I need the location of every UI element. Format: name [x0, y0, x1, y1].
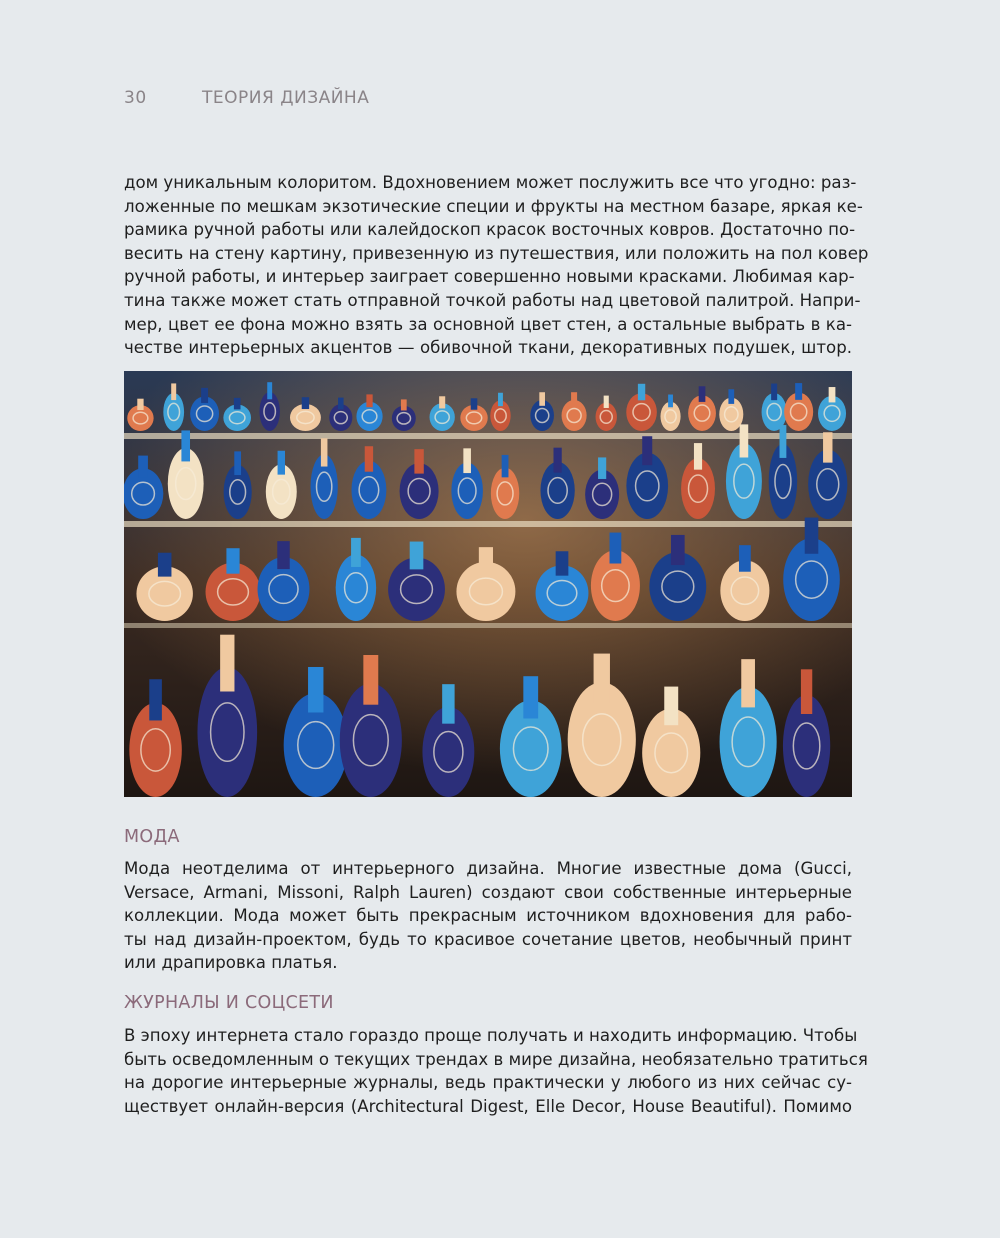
- text-line: рамика ручной работы или калейдоскоп красок восточных ковров. Достаточно по-: [124, 220, 856, 240]
- text-line: ручной работы, и интерьер заиграет совершенно новыми красками. Любимая кар-: [124, 267, 855, 287]
- text-line: весить на стену картину, привезенную из путешествия, или положить на пол ковер: [124, 243, 869, 263]
- ceramic-vase-neck: [137, 399, 143, 410]
- text-line: на дорогие интерьерные журналы, ведь практически у любого из них сейчас су-: [124, 1073, 852, 1093]
- ceramic-vase-neck: [642, 436, 652, 465]
- ceramic-vase-neck: [638, 384, 645, 401]
- text-line: честве интерьерных акцентов — обивочной ткани, декоративных подушек, штор.: [124, 338, 852, 358]
- ceramic-vase-neck: [741, 659, 755, 707]
- fashion-paragraph: [124, 857, 852, 975]
- ceramic-vase-neck: [598, 457, 606, 479]
- text-line: тина также может стать отправной точкой работы над цветовой палитрой. Напри-: [124, 290, 861, 310]
- text-line: мер, цвет ее фона можно взять за основной цвет стен, а остальные выбрать в ка-: [124, 314, 852, 334]
- ceramic-vase-neck: [604, 396, 609, 408]
- ceramic-vase-neck: [138, 456, 148, 478]
- ceramics-market-photo: [124, 371, 852, 797]
- ceramic-vase-neck: [181, 430, 190, 461]
- ceramic-vase-neck: [523, 676, 538, 718]
- ceramic-vase-neck: [234, 398, 241, 410]
- ceramic-vase-neck: [498, 393, 503, 406]
- text-line: В эпоху интернета стало гораздо проще получать и находить информацию. Чтобы: [124, 1026, 858, 1045]
- text-line: или драпировка платья.: [124, 953, 338, 973]
- ceramic-vase-neck: [158, 553, 172, 577]
- running-head: [124, 88, 369, 108]
- ceramic-vase-neck: [442, 684, 454, 723]
- ceramic-vase-neck: [308, 667, 323, 713]
- ceramic-vase-neck: [539, 392, 545, 406]
- ceramic-vase-neck: [699, 386, 706, 402]
- ceramic-vase-neck: [694, 443, 702, 470]
- ceramic-vase-neck: [410, 542, 424, 570]
- ceramic-vase-neck: [439, 396, 445, 408]
- ceramic-vase-neck: [728, 389, 734, 404]
- ceramic-vase-neck: [401, 399, 407, 410]
- text-line: ществует онлайн-версия (Architectural Digest, Elle Decor, House Beautiful). Помимо: [124, 1096, 852, 1116]
- ceramic-vase-neck: [739, 545, 751, 572]
- ceramic-vase-neck: [201, 388, 208, 403]
- ceramic-vase-neck: [671, 535, 685, 565]
- ceramic-vase-neck: [823, 432, 832, 462]
- ceramic-vase-neck: [278, 451, 285, 475]
- ceramic-vase-neck: [771, 384, 777, 401]
- text-line: быть осведомленным о текущих трендах в мире дизайна, необязательно тратиться: [124, 1049, 868, 1069]
- ceramic-vase-neck: [502, 455, 509, 477]
- text-line: коллекции. Мода может быть прекрасным источником вдохновения для рабо-: [124, 906, 852, 926]
- ceramic-vase-neck: [366, 394, 372, 407]
- ceramic-vase-neck: [479, 547, 493, 573]
- text-line: ты над дизайн-проектом, будь то красивое сочетание цветов, необычный принт: [124, 929, 852, 949]
- text-line: Мода неотделима от интерьерного дизайна. Многие известные дома (Gucci,: [124, 859, 852, 878]
- ceramic-vase-neck: [220, 635, 234, 692]
- ceramic-vase-neck: [234, 451, 241, 475]
- chapter-title: ТЕОРИЯ ДИЗАЙНА: [202, 88, 370, 108]
- ceramic-vase-neck: [664, 687, 678, 726]
- ceramic-vase-neck: [463, 448, 471, 473]
- magazines-paragraph: [124, 1024, 868, 1118]
- ceramic-vase-neck: [556, 551, 569, 575]
- ceramics-photo-illustration: [124, 371, 852, 797]
- ceramic-vase-neck: [363, 655, 378, 705]
- ceramic-vase-neck: [302, 397, 309, 409]
- ceramic-vase-neck: [226, 548, 239, 573]
- ceramic-vase-neck: [414, 449, 423, 473]
- ceramic-vase-neck: [351, 538, 361, 567]
- ceramic-vase-neck: [801, 669, 812, 714]
- ceramic-vase-neck: [610, 533, 622, 564]
- ceramic-vase-neck: [338, 398, 344, 410]
- ceramic-vase-neck: [267, 382, 272, 399]
- ceramic-vase-neck: [829, 387, 836, 402]
- text-line: Versace, Armani, Missoni, Ralph Lauren) создают свои собственные интерьерные: [124, 882, 852, 902]
- text-line: дом уникальным колоритом. Вдохновением может послужить все что угодно: раз-: [124, 173, 857, 192]
- ceramic-vase-neck: [805, 518, 819, 554]
- text-line: ложенные по мешкам экзотические специи и фрукты на местном базаре, яркая ке-: [124, 196, 863, 216]
- ceramic-vase-neck: [554, 448, 562, 473]
- section-heading-fashion: МОДА: [124, 827, 180, 847]
- section-heading-magazines: ЖУРНАЛЫ И СОЦСЕТИ: [124, 993, 334, 1013]
- ceramic-vase-neck: [594, 654, 610, 704]
- ceramic-vase-neck: [171, 383, 176, 400]
- ceramic-vase-neck: [780, 425, 787, 458]
- intro-paragraph: [124, 171, 869, 360]
- ceramic-vase-neck: [321, 438, 328, 466]
- page-number: 30: [124, 88, 147, 108]
- ceramic-vase-neck: [149, 679, 162, 720]
- ceramic-vase-neck: [571, 392, 577, 406]
- ceramic-vase-neck: [365, 446, 373, 471]
- ceramic-vase-neck: [668, 395, 673, 408]
- ceramic-vase-neck: [277, 541, 289, 569]
- ceramic-vase-neck: [740, 424, 749, 457]
- ceramic-vase-neck: [471, 398, 478, 409]
- ceramic-vase-neck: [795, 383, 802, 400]
